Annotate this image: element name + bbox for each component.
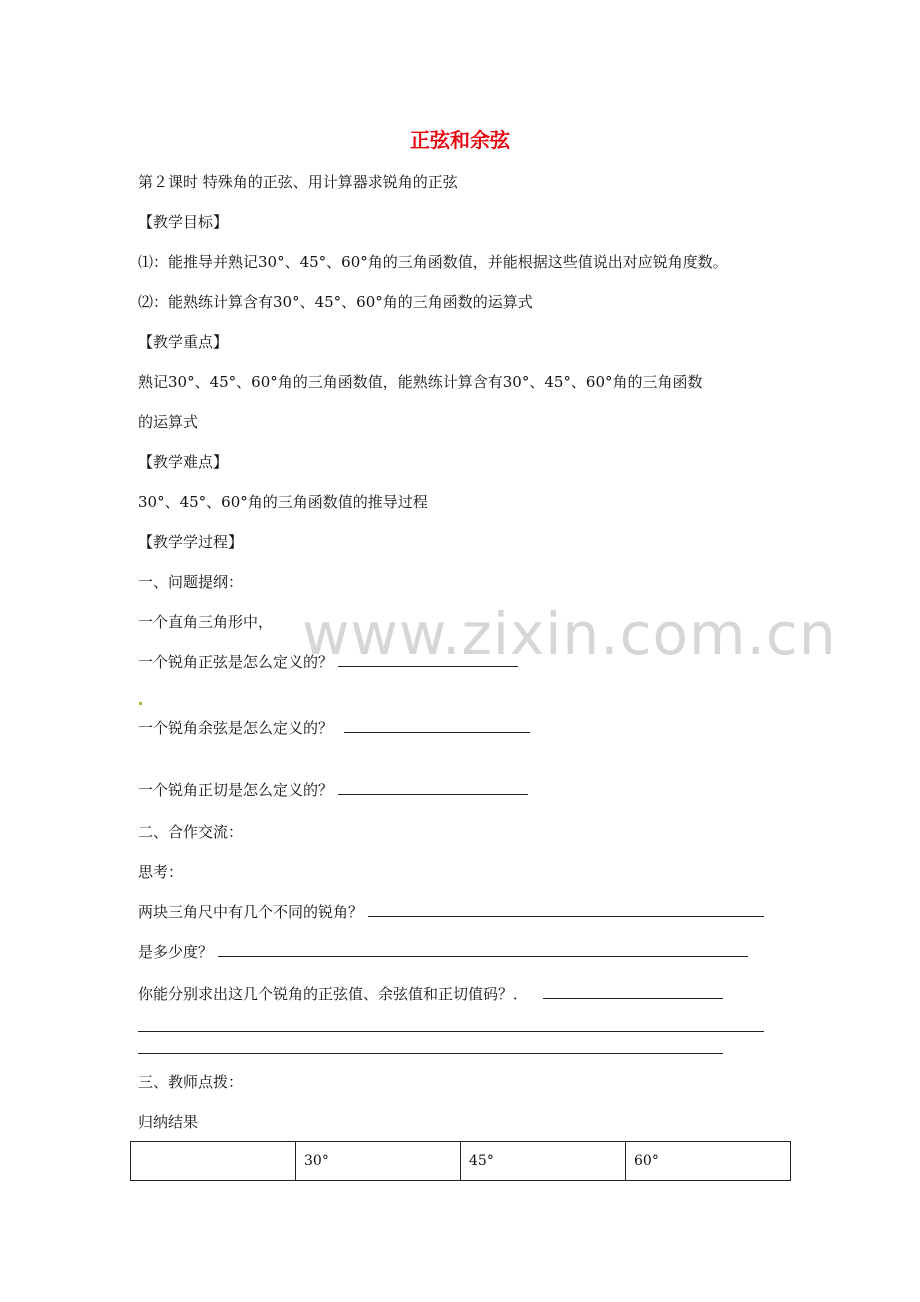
difficulty-heading: 【教学难点】 [138,453,229,471]
goals-heading: 【教学目标】 [138,213,229,231]
question-sine [138,652,518,672]
lesson-line: 第２课时 特殊角的正弦、用计算器求锐角的正弦 [138,173,458,191]
goal-2: ⑵：能熟练计算含有30°、45°、60°角的三角函数的运算式 [138,293,533,311]
answer-blank-angles[interactable] [368,902,764,917]
table-row [131,1142,791,1181]
key-heading: 【教学重点】 [138,333,229,351]
answer-line-values-2[interactable] [138,1031,764,1032]
process-heading: 【教学学过程】 [138,533,244,551]
section-2-heading: 二、合作交流： [138,823,244,841]
table-header-45: 45° [461,1142,626,1181]
watermark-logo: www.zixin.com.cn [302,600,837,668]
question-angles [138,902,764,922]
results-table [130,1141,791,1181]
goal-1: ⑴：能推导并熟记30°、45°、60°角的三角函数值，并能根据这些值说出对应锐角度数。 [138,253,728,271]
summary-label: 归纳结果 [138,1113,199,1131]
section-3-heading: 三、教师点拨： [138,1073,244,1091]
answer-blank-degrees[interactable] [218,942,748,957]
question-cosine-text: 一个锐角余弦是怎么定义的？ [138,719,334,737]
answer-line-values-3[interactable] [138,1053,723,1054]
question-angles-text: 两块三角尺中有几个不同的锐角？ [138,903,364,921]
difficulty-text: 30°、45°、60°角的三角函数值的推导过程 [138,493,428,511]
answer-blank-sine[interactable] [338,652,518,667]
table-header-30: 30° [296,1142,461,1181]
document-title: 正弦和余弦 [410,128,510,152]
key-line-2: 的运算式 [138,413,199,431]
table-header-60: 60° [626,1142,791,1181]
question-tangent-text: 一个锐角正切是怎么定义的？ [138,781,334,799]
question-tangent [138,780,528,800]
question-cosine [138,718,530,738]
question-degrees-text: 是多少度？ [138,943,214,961]
speck-mark [139,702,142,705]
answer-blank-values[interactable] [543,984,723,999]
key-line-1: 熟记30°、45°、60°角的三角函数值，能熟练计算含有30°、45°、60°角的三角函数 [138,373,703,391]
question-sine-text: 一个锐角正弦是怎么定义的？ [138,653,334,671]
think-label: 思考： [138,863,184,881]
question-degrees [138,942,748,962]
answer-blank-tangent[interactable] [338,780,528,795]
answer-blank-cosine[interactable] [344,718,530,733]
question-values-text: 你能分别求出这几个锐角的正弦值、余弦值和正切值码？． [138,985,529,1003]
question-values [138,984,723,1004]
table-cell [131,1142,296,1181]
section-1-heading: 一、问题提纲： [138,573,244,591]
question-intro: 一个直角三角形中， [138,613,274,631]
